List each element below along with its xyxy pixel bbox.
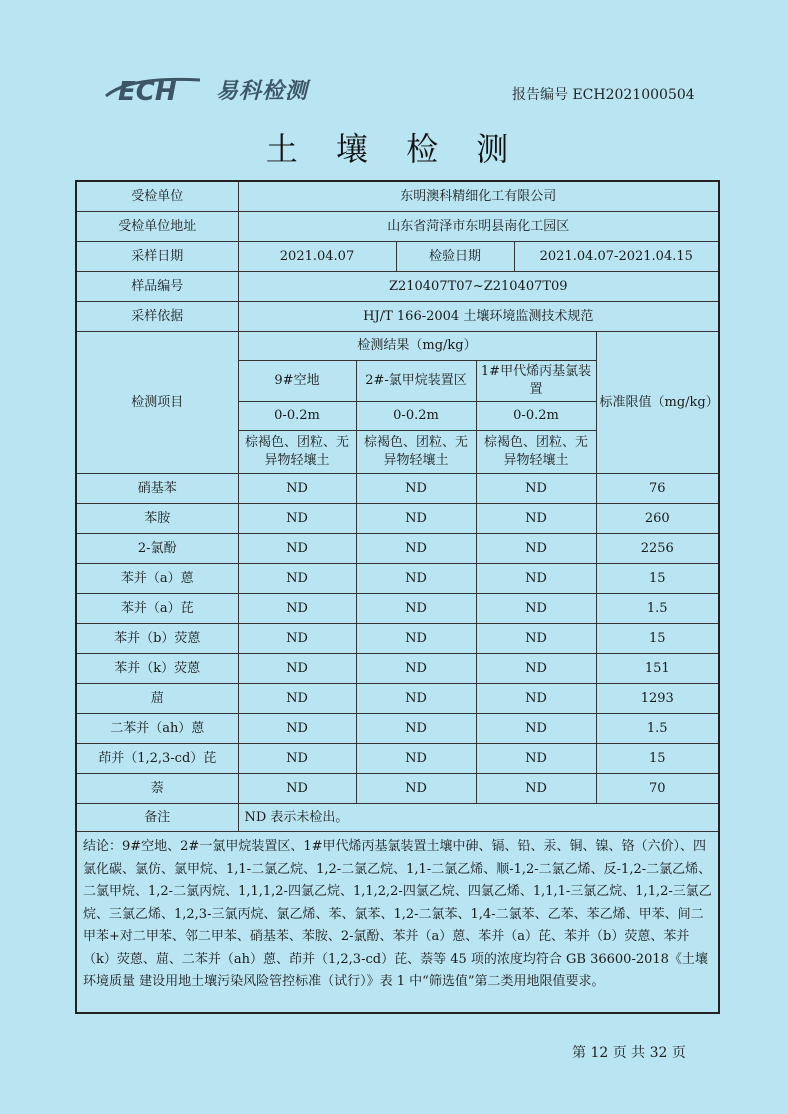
item-label: 检测项目 bbox=[76, 332, 238, 474]
row-value-2: ND bbox=[356, 564, 476, 594]
row-sample-no bbox=[76, 272, 719, 302]
row-basis bbox=[76, 302, 719, 332]
row-limit: 151 bbox=[596, 654, 719, 684]
table-row bbox=[76, 564, 719, 594]
basis-label: 采样依据 bbox=[76, 302, 238, 332]
row-value-2: ND bbox=[356, 654, 476, 684]
row-value-1: ND bbox=[238, 594, 356, 624]
logo-cn-text: 易科检测 bbox=[216, 78, 309, 104]
row-value-1: ND bbox=[238, 744, 356, 774]
desc-2: 棕褐色、团粒、无异物轻壤土 bbox=[356, 431, 476, 474]
conclusion-text: 结论：9#空地、2#一氯甲烷装置区、1#甲代烯丙基氯装置土壤中砷、镉、铅、汞、铜、镍、铬（六价）、四氯化碳、氯仿、氯甲烷、1,1-二氯乙烷、1,2-二氯乙烷、1,1-二氯乙烯、顺-1,2-二氯乙烯、反-1,2-二氯乙烯、二氯甲烷、1,2-二氯丙烷、1,1,1,2-四氯乙烷、1,1,2,2-四氯乙烷、四氯乙烯、1,1,1-三氯乙烷、1,1,2-三氯乙烷、三氯乙烯、1,2,3-三氯丙烷、氯乙烯、苯、氯苯、1,2-二氯苯、1,4-二氯苯、乙苯、苯乙烯、甲苯、间二甲苯+对二甲苯、邻二甲苯、硝基苯、苯胺、2-氯酚、苯并（a）蒽、苯并（a）芘、苯并（b）荧蒽、苯并（k）荧蒽、䓛、二苯并（ah）蒽、茚并（1,2,3-cd）芘、萘等 45 项的浓度均符合 GB 36600-2018《土壤环境质量 建设用地土壤污染风险管控标准（试行）》表 1 中“筛选值”第二类用地限值要求。 bbox=[76, 832, 719, 1014]
note-value: ND 表示未检出。 bbox=[238, 804, 719, 832]
row-value-1: ND bbox=[238, 624, 356, 654]
row-value-1: ND bbox=[238, 504, 356, 534]
row-item: 2-氯酚 bbox=[76, 534, 238, 564]
row-inspected-unit bbox=[76, 181, 719, 212]
row-item: 苯并（k）荧蒽 bbox=[76, 654, 238, 684]
row-value-1: ND bbox=[238, 474, 356, 504]
soil-test-table bbox=[75, 180, 720, 1014]
row-item: 茚并（1,2,3-cd）芘 bbox=[76, 744, 238, 774]
row-limit: 1.5 bbox=[596, 714, 719, 744]
site-1: 9#空地 bbox=[238, 361, 356, 402]
row-limit: 15 bbox=[596, 744, 719, 774]
desc-3: 棕褐色、团粒、无异物轻壤土 bbox=[476, 431, 596, 474]
depth-2: 0-0.2m bbox=[356, 402, 476, 431]
row-limit: 15 bbox=[596, 564, 719, 594]
logo-text: ECH bbox=[118, 77, 177, 104]
row-value-3: ND bbox=[476, 744, 596, 774]
row-limit: 70 bbox=[596, 774, 719, 804]
row-value-3: ND bbox=[476, 774, 596, 804]
sample-no-value: Z210407T07~Z210407T09 bbox=[238, 272, 719, 302]
row-value-2: ND bbox=[356, 624, 476, 654]
row-value-3: ND bbox=[476, 564, 596, 594]
table-row bbox=[76, 504, 719, 534]
row-value-1: ND bbox=[238, 684, 356, 714]
test-date-value: 2021.04.07-2021.04.15 bbox=[514, 242, 719, 272]
row-value-2: ND bbox=[356, 534, 476, 564]
page-number: 第 12 页 共 32 页 bbox=[572, 1045, 686, 1061]
row-value-2: ND bbox=[356, 774, 476, 804]
row-value-3: ND bbox=[476, 684, 596, 714]
table-row bbox=[76, 474, 719, 504]
inspected-unit-value: 东明澳科精细化工有限公司 bbox=[238, 181, 719, 212]
row-dates bbox=[76, 242, 719, 272]
row-value-1: ND bbox=[238, 534, 356, 564]
row-result-header bbox=[76, 332, 719, 361]
row-value-2: ND bbox=[356, 594, 476, 624]
desc-1: 棕褐色、团粒、无异物轻壤土 bbox=[238, 431, 356, 474]
page-title: 土 壤 检 测 bbox=[265, 130, 523, 168]
table-row bbox=[76, 774, 719, 804]
table-row bbox=[76, 714, 719, 744]
row-value-3: ND bbox=[476, 714, 596, 744]
row-item: 萘 bbox=[76, 774, 238, 804]
row-value-3: ND bbox=[476, 534, 596, 564]
row-limit: 1293 bbox=[596, 684, 719, 714]
company-logo bbox=[100, 72, 308, 106]
sampling-date-value: 2021.04.07 bbox=[238, 242, 396, 272]
row-value-3: ND bbox=[476, 594, 596, 624]
inspected-unit-label: 受检单位 bbox=[76, 181, 238, 212]
result-label: 检测结果（mg/kg） bbox=[238, 332, 596, 361]
row-address bbox=[76, 212, 719, 242]
basis-value: HJ/T 166-2004 土壤环境监测技术规范 bbox=[238, 302, 719, 332]
site-3: 1#甲代烯丙基氯装置 bbox=[476, 361, 596, 402]
table-row bbox=[76, 594, 719, 624]
address-value: 山东省菏泽市东明县南化工园区 bbox=[238, 212, 719, 242]
site-2: 2#-氯甲烷装置区 bbox=[356, 361, 476, 402]
row-item: 苯胺 bbox=[76, 504, 238, 534]
row-value-3: ND bbox=[476, 654, 596, 684]
row-value-2: ND bbox=[356, 474, 476, 504]
row-limit: 76 bbox=[596, 474, 719, 504]
depth-3: 0-0.2m bbox=[476, 402, 596, 431]
table-row bbox=[76, 534, 719, 564]
table-row bbox=[76, 744, 719, 774]
row-limit: 1.5 bbox=[596, 594, 719, 624]
row-value-3: ND bbox=[476, 624, 596, 654]
row-value-2: ND bbox=[356, 744, 476, 774]
row-value-1: ND bbox=[238, 714, 356, 744]
table-row bbox=[76, 624, 719, 654]
row-item: 硝基苯 bbox=[76, 474, 238, 504]
depth-1: 0-0.2m bbox=[238, 402, 356, 431]
row-item: 䓛 bbox=[76, 684, 238, 714]
row-value-2: ND bbox=[356, 504, 476, 534]
sample-no-label: 样品编号 bbox=[76, 272, 238, 302]
table-row bbox=[76, 654, 719, 684]
row-value-2: ND bbox=[356, 684, 476, 714]
address-label: 受检单位地址 bbox=[76, 212, 238, 242]
test-date-label: 检验日期 bbox=[396, 242, 514, 272]
row-limit: 15 bbox=[596, 624, 719, 654]
row-value-1: ND bbox=[238, 654, 356, 684]
row-note bbox=[76, 804, 719, 832]
row-item: 苯并（b）荧蒽 bbox=[76, 624, 238, 654]
row-item: 二苯并（ah）蒽 bbox=[76, 714, 238, 744]
row-value-1: ND bbox=[238, 774, 356, 804]
row-limit: 2256 bbox=[596, 534, 719, 564]
row-value-3: ND bbox=[476, 504, 596, 534]
row-value-3: ND bbox=[476, 474, 596, 504]
ech-logo-icon bbox=[100, 74, 210, 104]
row-value-2: ND bbox=[356, 714, 476, 744]
row-value-1: ND bbox=[238, 564, 356, 594]
sampling-date-label: 采样日期 bbox=[76, 242, 238, 272]
limit-label: 标准限值（mg/kg） bbox=[596, 332, 719, 474]
report-number: 报告编号 ECH2021000504 bbox=[512, 87, 695, 103]
row-item: 苯并（a）芘 bbox=[76, 594, 238, 624]
row-item: 苯并（a）蒽 bbox=[76, 564, 238, 594]
row-limit: 260 bbox=[596, 504, 719, 534]
row-conclusion bbox=[76, 832, 719, 1014]
table-row bbox=[76, 684, 719, 714]
note-label: 备注 bbox=[76, 804, 238, 832]
